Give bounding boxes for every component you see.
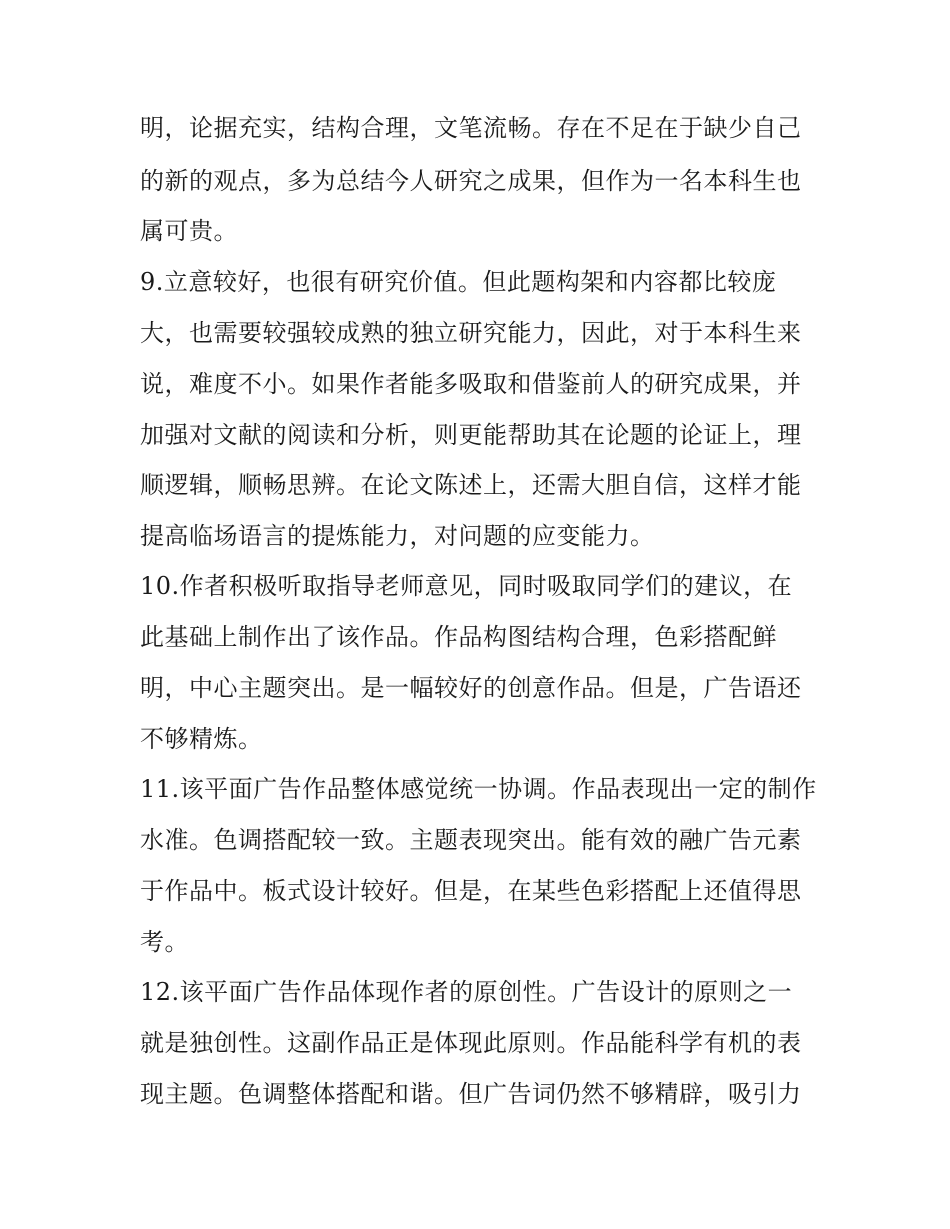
text-line: 水准。色调搭配较一致。主题表现突出。能有效的融广告元素 [140, 826, 802, 854]
text-line: 于作品中。板式设计较好。但是，在某些色彩搭配上还值得思 [140, 877, 802, 905]
text-line: 大，也需要较强较成熟的独立研究能力，因此，对于本科生来 [140, 319, 802, 347]
text-line: 属可贵。 [140, 217, 238, 245]
text-line: 12.该平面广告作品体现作者的原创性。广告设计的原则之一 [140, 978, 793, 1006]
text-line: 顺逻辑，顺畅思辨。在论文陈述上，还需大胆自信，这样才能 [140, 471, 802, 499]
text-line: 提高临场语言的提炼能力，对问题的应变能力。 [140, 522, 655, 550]
text-line: 的新的观点，多为总结今人研究之成果，但作为一名本科生也 [140, 167, 802, 195]
text-line: 此基础上制作出了该作品。作品构图结构合理，色彩搭配鲜 [140, 623, 777, 651]
text-line: 9.立意较好，也很有研究价值。但此题构架和内容都比较庞 [140, 268, 777, 296]
text-line: 11.该平面广告作品整体感觉统一协调。作品表现出一定的制作 [140, 775, 817, 803]
text-line: 加强对文献的阅读和分析，则更能帮助其在论题的论证上，理 [140, 421, 802, 449]
text-line: 10.作者积极听取指导老师意见，同时吸取同学们的建议，在 [140, 572, 793, 600]
text-line: 就是独创性。这副作品正是体现此原则。作品能科学有机的表 [140, 1029, 802, 1057]
text-line: 考。 [140, 928, 189, 956]
text-line: 不够精炼。 [140, 725, 263, 753]
text-line: 明，中心主题突出。是一幅较好的创意作品。但是，广告语还 [140, 674, 802, 702]
text-line: 现主题。色调整体搭配和谐。但广告词仍然不够精辟，吸引力 [140, 1080, 802, 1108]
text-line: 明，论据充实，结构合理，文笔流畅。存在不足在于缺少自己 [140, 114, 802, 142]
text-line: 说，难度不小。如果作者能多吸取和借鉴前人的研究成果，并 [140, 370, 802, 398]
